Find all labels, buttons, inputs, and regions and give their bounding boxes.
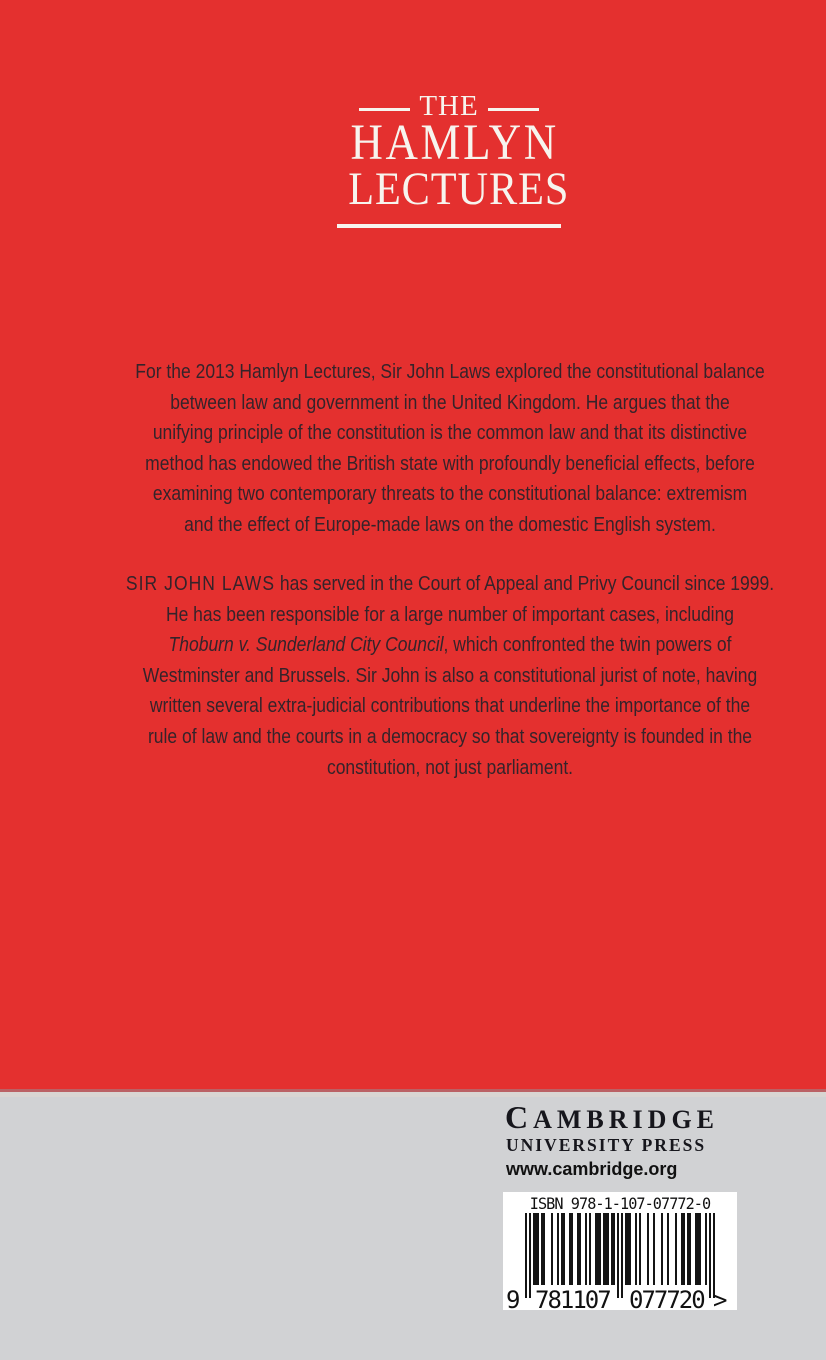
barcode-quiet-zone-arrow: > bbox=[713, 1286, 728, 1314]
barcode-bar bbox=[639, 1213, 641, 1285]
barcode-bar bbox=[551, 1213, 553, 1285]
barcode-bar bbox=[579, 1213, 581, 1285]
text-line: Thoburn v. Sunderland City Council, which confronted the twin powers of bbox=[168, 634, 732, 657]
barcode-bar bbox=[683, 1213, 685, 1285]
barcode-bar bbox=[635, 1213, 637, 1285]
text-line: For the 2013 Hamlyn Lectures, Sir John Laws explored the constitutional balance bbox=[135, 361, 765, 383]
barcode-bar bbox=[617, 1213, 619, 1298]
logo-left-rule bbox=[359, 108, 410, 111]
barcode-digits-right: 077720 bbox=[629, 1286, 704, 1314]
barcode-bar bbox=[709, 1213, 711, 1298]
logo-right-rule bbox=[488, 108, 539, 111]
barcode-bar bbox=[599, 1213, 601, 1285]
isbn-barcode bbox=[503, 1192, 737, 1314]
barcode-bar bbox=[661, 1213, 663, 1285]
barcode-digits-left: 781107 bbox=[535, 1286, 610, 1314]
barcode-bar bbox=[621, 1213, 623, 1298]
text-line: He has been responsible for a large number of important cases, including bbox=[165, 603, 735, 626]
logo-name-lectures: LECTURES bbox=[348, 163, 570, 215]
barcode-bar bbox=[705, 1213, 707, 1285]
logo-the-text: THE bbox=[419, 90, 479, 122]
text-line: method has endowed the British state with profoundly beneficial effects, before bbox=[145, 452, 755, 475]
book-description bbox=[118, 357, 783, 541]
text-line: and the effect of Europe-made laws on the domestic English system. bbox=[184, 513, 716, 536]
barcode-bar bbox=[653, 1213, 655, 1285]
isbn-label: ISBN 978-1-107-07772-0 bbox=[529, 1194, 711, 1213]
barcode-digit-first: 9 bbox=[506, 1286, 519, 1314]
barcode-bar bbox=[647, 1213, 649, 1285]
logo-name-hamlyn: HAMLYN bbox=[350, 115, 559, 171]
barcode-bar bbox=[543, 1213, 545, 1285]
publisher-url: www.cambridge.org bbox=[506, 1159, 678, 1179]
barcode-bar bbox=[563, 1213, 565, 1285]
text-line: constitution, not just parliament. bbox=[326, 756, 574, 779]
barcode-bar bbox=[537, 1213, 539, 1285]
barcode-bar bbox=[557, 1213, 559, 1285]
barcode-bar bbox=[629, 1213, 631, 1285]
barcode-bar bbox=[529, 1213, 531, 1298]
text-line: between law and government in the United Kingdom. He argues that the bbox=[170, 391, 730, 414]
text-line: SIR JOHN LAWS has served in the Court of Appeal and Privy Council since 1999. bbox=[125, 573, 775, 595]
logo-bottom-rule bbox=[337, 224, 561, 228]
barcode-bar bbox=[589, 1213, 591, 1285]
barcode-bar bbox=[585, 1213, 587, 1285]
publisher-subtitle: UNIVERSITY PRESS bbox=[506, 1135, 707, 1155]
text-line: rule of law and the courts in a democracy so that sovereignty is founded in the bbox=[147, 725, 753, 748]
barcode-bar bbox=[571, 1213, 573, 1285]
barcode-bar bbox=[667, 1213, 669, 1285]
text-line: Westminster and Brussels. Sir John is also a constitutional jurist of note, having bbox=[142, 664, 758, 687]
barcode-bar bbox=[689, 1213, 691, 1285]
barcode-bar bbox=[607, 1213, 609, 1285]
text-line: unifying principle of the constitution is the common law and that its distinctive bbox=[152, 422, 748, 445]
barcode-bar bbox=[525, 1213, 527, 1298]
hamlyn-lectures-logo bbox=[337, 90, 570, 233]
publisher-name: CAMBRIDGE bbox=[505, 1099, 720, 1135]
barcode-bar bbox=[613, 1213, 615, 1285]
text-line: examining two contemporary threats to the constitutional balance: extremism bbox=[152, 483, 748, 506]
author-bio bbox=[118, 569, 783, 783]
text-line: written several extra-judicial contributions that underline the importance of the bbox=[149, 695, 751, 718]
barcode-bar bbox=[699, 1213, 701, 1285]
barcode-bar bbox=[675, 1213, 677, 1285]
